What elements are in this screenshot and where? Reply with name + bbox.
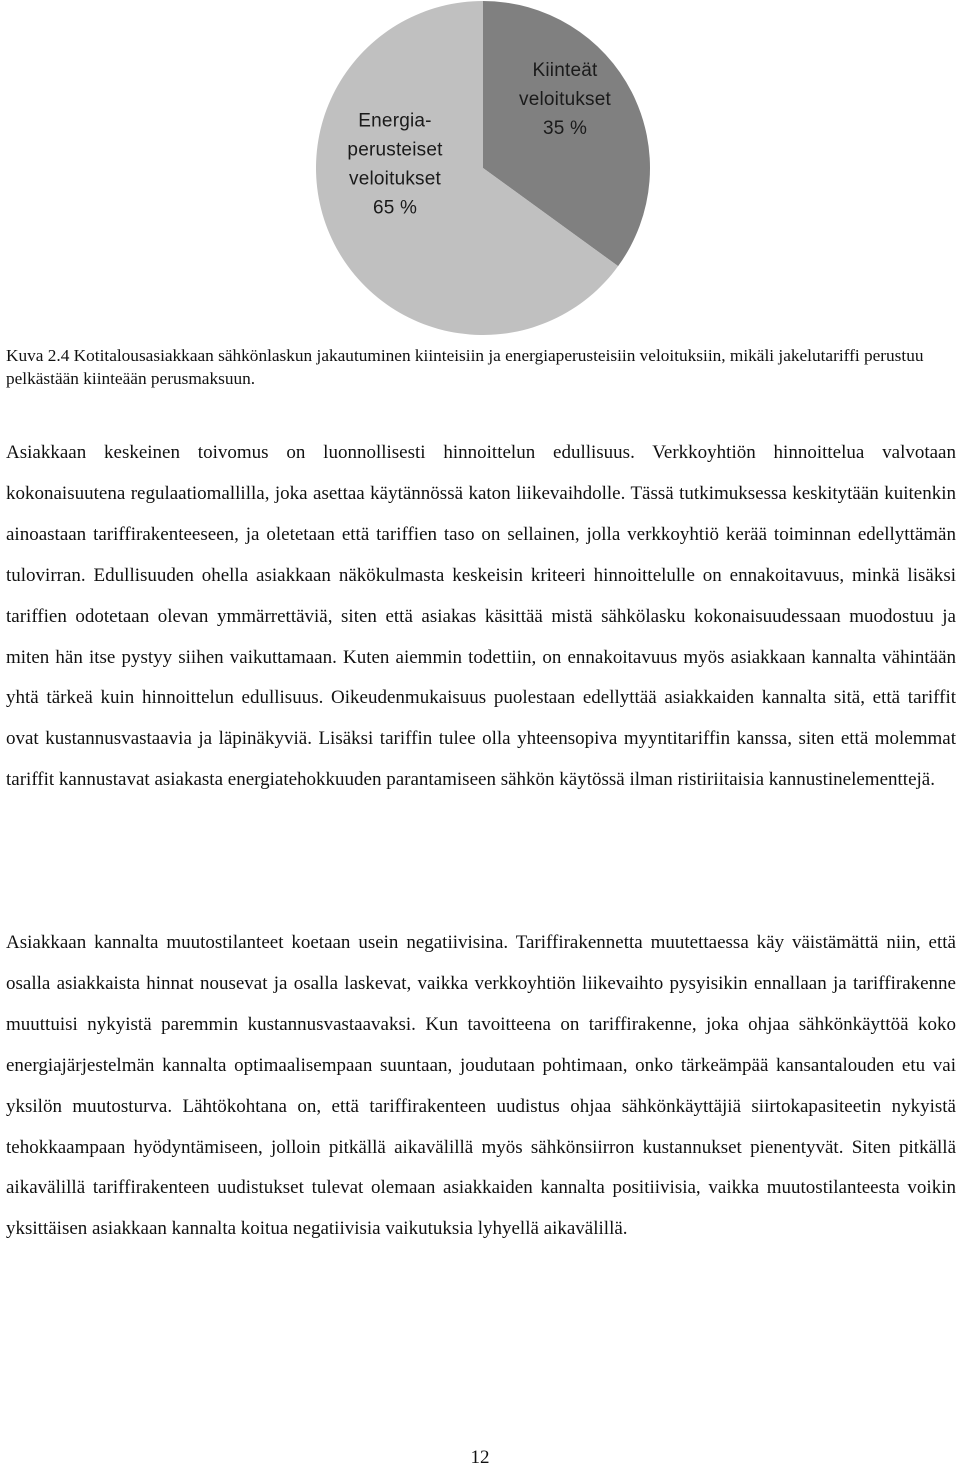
pie-slice-label-line: veloitukset: [349, 168, 441, 190]
pie-slice-label-line: Energia-: [358, 110, 432, 132]
pie-slice-label-line: perusteiset: [347, 139, 443, 161]
page-number: 12: [470, 1447, 490, 1468]
figure-caption: Kuva 2.4 Kotitalousasiakkaan sähkönlaskun jakautuminen kiinteisiin ja energiaperusteisiin veloituksiin, mikäli jakelutariffi perustuu pelkästään kiinteään perusmaksuun.: [6, 346, 924, 388]
pie-chart-svg: [315, 0, 655, 340]
pie-slice-label-line: 65 %: [372, 197, 418, 219]
paragraph-1: Asiakkaan keskeinen toivomus on luonnollisesti hinnoittelun edullisuus. Verkkoyhtiön hinnoittelua valvotaan kokonaisuutena regulaatiomallilla, joka asettaa käytännössä katon liikevaihdolle. Tässä tutkimuksessa keskitytään kuitenkin ainoastaan tariffirakenteeseen, ja oletetaan että tariffien taso on sellainen, jolla verkkoyhtiö kerää toiminnan edellyttämän tulovirran. Edullisuuden ohella asiakkaan näkökulmasta keskeisin kriteeri hinnoittelulle on ennakoitavuus, minkä lisäksi tariffien odotetaan olevan ymmärrettäviä, siten että asiakas käsittää mistä sähkölasku kokonaisuudessaan muodostuu ja miten hän itse pystyy siihen vaikuttamaan. Kuten aiemmin todettiin, on ennakoitavuus myös asiakkaan kannalta vähintään yhtä tärkeä kuin hinnoittelun edullisuus. Oikeudenmukaisuus puolestaan edellyttää asiakkaiden kannalta sitä, että tariffit ovat kustannusvastaavia ja läpinäkyviä. Lisäksi tariffin tulee olla yhteensopiva myyntitariffin kanssa, siten että molemmat tariffit kannustavat asiakasta energiatehokkuuden parantamiseen sähkön käytössä ilman ristiriitaisia kannustinelementtejä.: [6, 442, 956, 791]
pie-slice-label-line: veloitukset: [519, 89, 611, 110]
pie-slice-label-line: 35 %: [542, 118, 588, 139]
pie-chart: [315, 0, 655, 340]
pie-slice-label-line: Kiinteät: [532, 60, 598, 81]
paragraph-2: Asiakkaan kannalta muutostilanteet koetaan usein negatiivisina. Tariffirakennetta muutettaessa käy väistämättä niin, että osalla asiakkaista hinnat nousevat ja osalla laskevat, vaikka verkkoyhtiön liikevaihto pysyisikin ennallaan ja tariffirakenne muuttuisi nykyistä paremmin kustannusvastaavaksi. Kun tavoitteena on tariffirakenne, joka ohjaa sähkönkäyttöä koko energiajärjestelmän kannalta optimaalisempaan suuntaan, joudutaan pohtimaan, onko tärkeämpää kansantalouden etu vai yksilön muutosturva. Lähtökohtana on, että tariffirakenteen uudistus ohjaa sähkönkäyttäjiä siirtokapasiteetin nykyistä tehokkaampaan hyödyntämiseen, jolloin pitkällä aikavälillä myös sähkönsiirron kustannukset pienentyvät. Siten pitkällä aikavälillä tariffirakenteen uudistukset tulevat olemaan asiakkaiden kannalta positiivisia, vaikka muutostilanteesta voikin yksittäisen asiakkaan kannalta koitua negatiivisia vaikutuksia lyhyellä aikavälillä.: [6, 932, 956, 1240]
